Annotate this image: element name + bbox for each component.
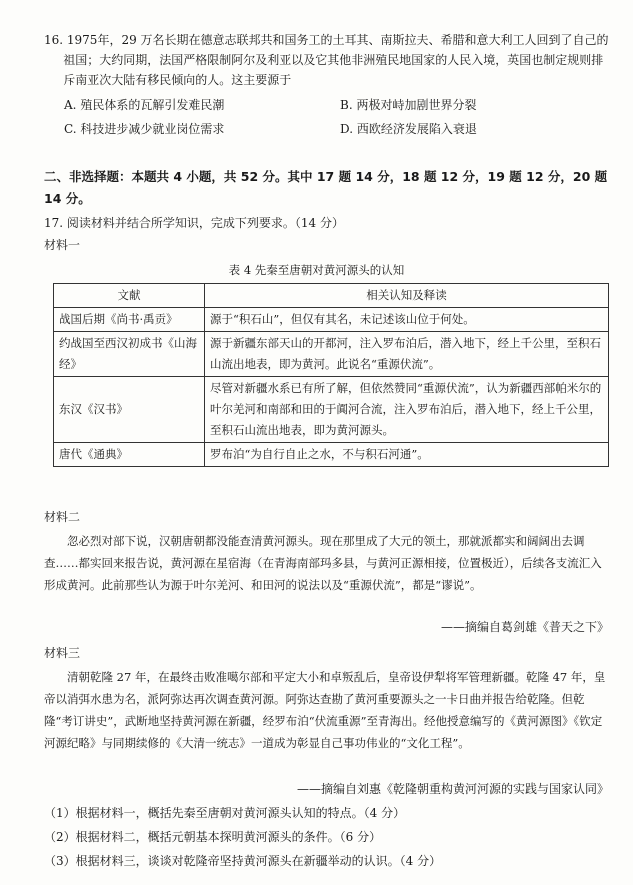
table-cell-text: 源于“积石山”，但仅有其名，未记述该山位于何处。 [205,308,609,332]
table-caption: 表 4 先秦至唐朝对黄河源头的认知 [228,263,405,277]
table-cell-source: 唐代《通典》 [54,443,205,467]
task-3: （3）根据材料三，谈谈对乾隆帝坚持黄河源头在新疆举动的认识。（4 分） [44,854,442,868]
table-row [54,377,609,443]
source-table [53,283,609,467]
table-header-interpretation: 相关认知及释读 [205,284,609,308]
material-3-label: 材料三 [44,646,81,660]
table-row [54,443,609,467]
question-16 [44,30,614,90]
task-2: （2）根据材料二，概括元朝基本探明黄河源头的条件。（6 分） [44,830,382,844]
table-cell-text: 罗布泊“为自行自止之水，不与积石河通”。 [205,443,609,467]
material-3-citation: ——摘编自刘惠《乾隆朝重构黄河河源的实践与国家认同》 [296,782,609,796]
table-cell-source: 战国后期《尚书·禹贡》 [54,308,205,332]
option-a: A. 殖民体系的瓦解引发难民潮 [64,98,225,112]
option-b: B. 两极对峙加剧世界分裂 [340,98,477,112]
material-2-text: 忽必烈对部下说，汉朝唐朝都没能查清黄河源头。现在那里成了大元的领土，那就派都实和阔阔出去调查……都实回来报告说，黄河源在星宿海（在青海南部玛多县，与黄河正源相接，位置极近），后续各支流汇入形成黄河。此前那些认为源于叶尔羌河、和田河的说法以及“重源伏流”，都是“谬说”。 [44,534,602,592]
table-cell-text: 源于新疆东部天山的开都河，注入罗布泊后，潜入地下，经上千公里，至积石山流出地表，即为黄河。此说名“重源伏流”。 [205,332,609,377]
material-1-label: 材料一 [44,238,81,252]
table-cell-source: 东汉《汉书》 [54,377,205,443]
material-2-citation: ——摘编自葛剑雄《普天之下》 [440,620,609,634]
question-17: 17. 阅读材料并结合所学知识，完成下列要求。（14 分） [44,216,344,230]
table-header-row [54,284,609,308]
table-row [54,308,609,332]
section-2-heading: 二、非选择题：本题共 4 小题，共 52 分。其中 17 题 14 分，18 题 12 分，19 题 12 分，20 题 14 分。 [44,169,608,206]
table-header-source: 文献 [54,284,205,308]
option-d: D. 西欧经济发展陷入衰退 [340,122,477,136]
material-3-text: 清朝乾隆 27 年，在最终击败准噶尔部和平定大小和卓叛乱后，皇帝设伊犁将军管理新疆。乾隆 47 年，皇帝以消弭水患为名，派阿弥达再次调查黄河源。阿弥达查勘了黄河重要源头之一卡日曲并报告给乾隆。但乾隆“考订讲史”，武断地坚持黄河源在新疆，经罗布泊“伏流重源”至青海出。经他授意编写的《黄河源图》《钦定河源纪略》与同期续修的《大清一统志》一道成为彰显自己事功伟业的“文化工程”。 [44,670,606,750]
table-cell-source: 约战国至西汉初成书《山海经》 [54,332,205,377]
task-1: （1）根据材料一，概括先秦至唐朝对黄河源头认知的特点。（4 分） [44,806,406,820]
question-16-stem: 16. 1975年，29 万名长期在德意志联邦共和国务工的土耳其、南斯拉夫、希腊和意大利工人回到了自己的祖国；大约同期，法国严格限制阿尔及利亚以及它其他非洲殖民地国家的人民入境，英国也制定规则排斥南亚次大陆有移民倾向的人。这主要源于 [44,33,609,87]
material-2-label: 材料二 [44,510,81,524]
option-c: C. 科技进步减少就业岗位需求 [64,122,225,136]
table-cell-text: 尽管对新疆水系已有所了解，但依然赞同“重源伏流”，认为新疆西部帕米尔的叶尔羌河和南部和田的于阗河合流，注入罗布泊后，潜入地下，经上千公里，至积石山流出地表，即为黄河源头。 [205,377,609,443]
table-row [54,332,609,377]
